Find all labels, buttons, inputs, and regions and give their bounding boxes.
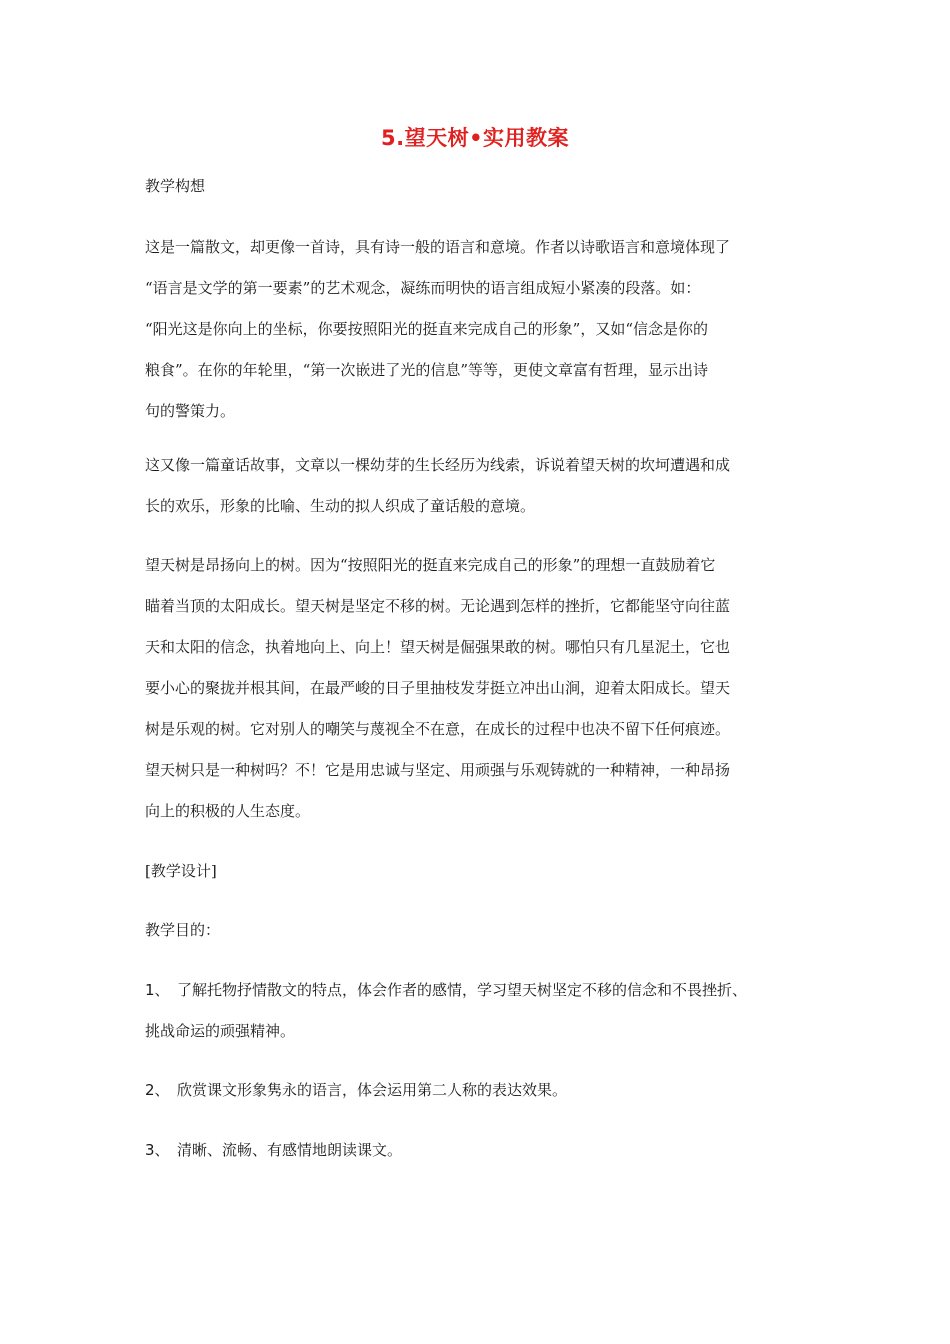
paragraph-line: 粮食”。在你的年轮里，“第一次嵌进了光的信息”等等，更使文章富有哲理，显示出诗: [145, 361, 709, 379]
paragraph-line: 瞄着当顶的太阳成长。望天树是坚定不移的树。无论遇到怎样的挫折，它都能坚守向往蓝: [145, 597, 731, 615]
paragraph-3: [145, 545, 810, 832]
paragraph-line: 句的警策力。: [145, 402, 236, 420]
goal-line: [145, 1130, 810, 1171]
paragraph-line: “阳光这是你向上的坐标，你要按照阳光的挺直来完成自己的形象”，又如“信念是你的: [145, 320, 709, 338]
goal-line: [145, 970, 810, 1011]
paragraph-1: [145, 227, 810, 432]
goal-text: 清晰、流畅、有感情地朗读课文。: [177, 1141, 403, 1159]
document-title: 5.望天树•实用教案: [380, 126, 569, 150]
design-heading: [教学设计]: [145, 862, 217, 880]
paragraph-line: “语言是文学的第一要素”的艺术观念，凝练而明快的语言组成短小紧凑的段落。如：: [145, 279, 701, 297]
paragraph-line: 望天树只是一种树吗？不！它是用忠诚与坚定、用顽强与乐观铸就的一种精神，一种昂扬: [145, 761, 731, 779]
paragraph-line: 向上的积极的人生态度。: [145, 802, 311, 820]
goal-text: 了解托物抒情散文的特点，体会作者的感情，学习望天树坚定不移的信念和不畏挫折、: [177, 981, 748, 999]
section-heading: 教学构想: [145, 177, 206, 195]
paragraph-line: 望天树是昂扬向上的树。因为“按照阳光的挺直来完成自己的形象”的理想一直鼓励着它: [145, 556, 716, 574]
paragraph-2: [145, 445, 810, 527]
goal-item-3: [145, 1130, 810, 1171]
paragraph-line: 要小心的聚拢并根其间，在最严峻的日子里抽枝发芽挺立冲出山涧，迎着太阳成长。望天: [145, 679, 731, 697]
goals-heading: 教学目的：: [145, 921, 221, 939]
paragraph-line: 树是乐观的树。它对别人的嘲笑与蔑视全不在意，在成长的过程中也决不留下任何痕迹。: [145, 720, 731, 738]
goal-line: [145, 1070, 810, 1111]
goal-item-1: [145, 970, 810, 1052]
paragraph-line: 天和太阳的信念，执着地向上、向上！望天树是倔强果敢的树。哪怕只有几星泥土，它也: [145, 638, 731, 656]
goal-text: 欣赏课文形象隽永的语言，体会运用第二人称的表达效果。: [177, 1081, 568, 1099]
paragraph-line: 这又像一篇童话故事，文章以一棵幼芽的生长经历为线索，诉说着望天树的坎坷遭遇和成: [145, 456, 731, 474]
goal-number: 1、: [145, 981, 170, 999]
paragraph-line: 长的欢乐，形象的比喻、生动的拟人织成了童话般的意境。: [145, 497, 536, 515]
goal-line: 挑战命运的顽强精神。: [145, 1022, 296, 1040]
goal-item-2: [145, 1070, 810, 1111]
goal-number: 3、: [145, 1141, 170, 1159]
goal-number: 2、: [145, 1081, 170, 1099]
paragraph-line: 这是一篇散文，却更像一首诗，具有诗一般的语言和意境。作者以诗歌语言和意境体现了: [145, 238, 731, 256]
